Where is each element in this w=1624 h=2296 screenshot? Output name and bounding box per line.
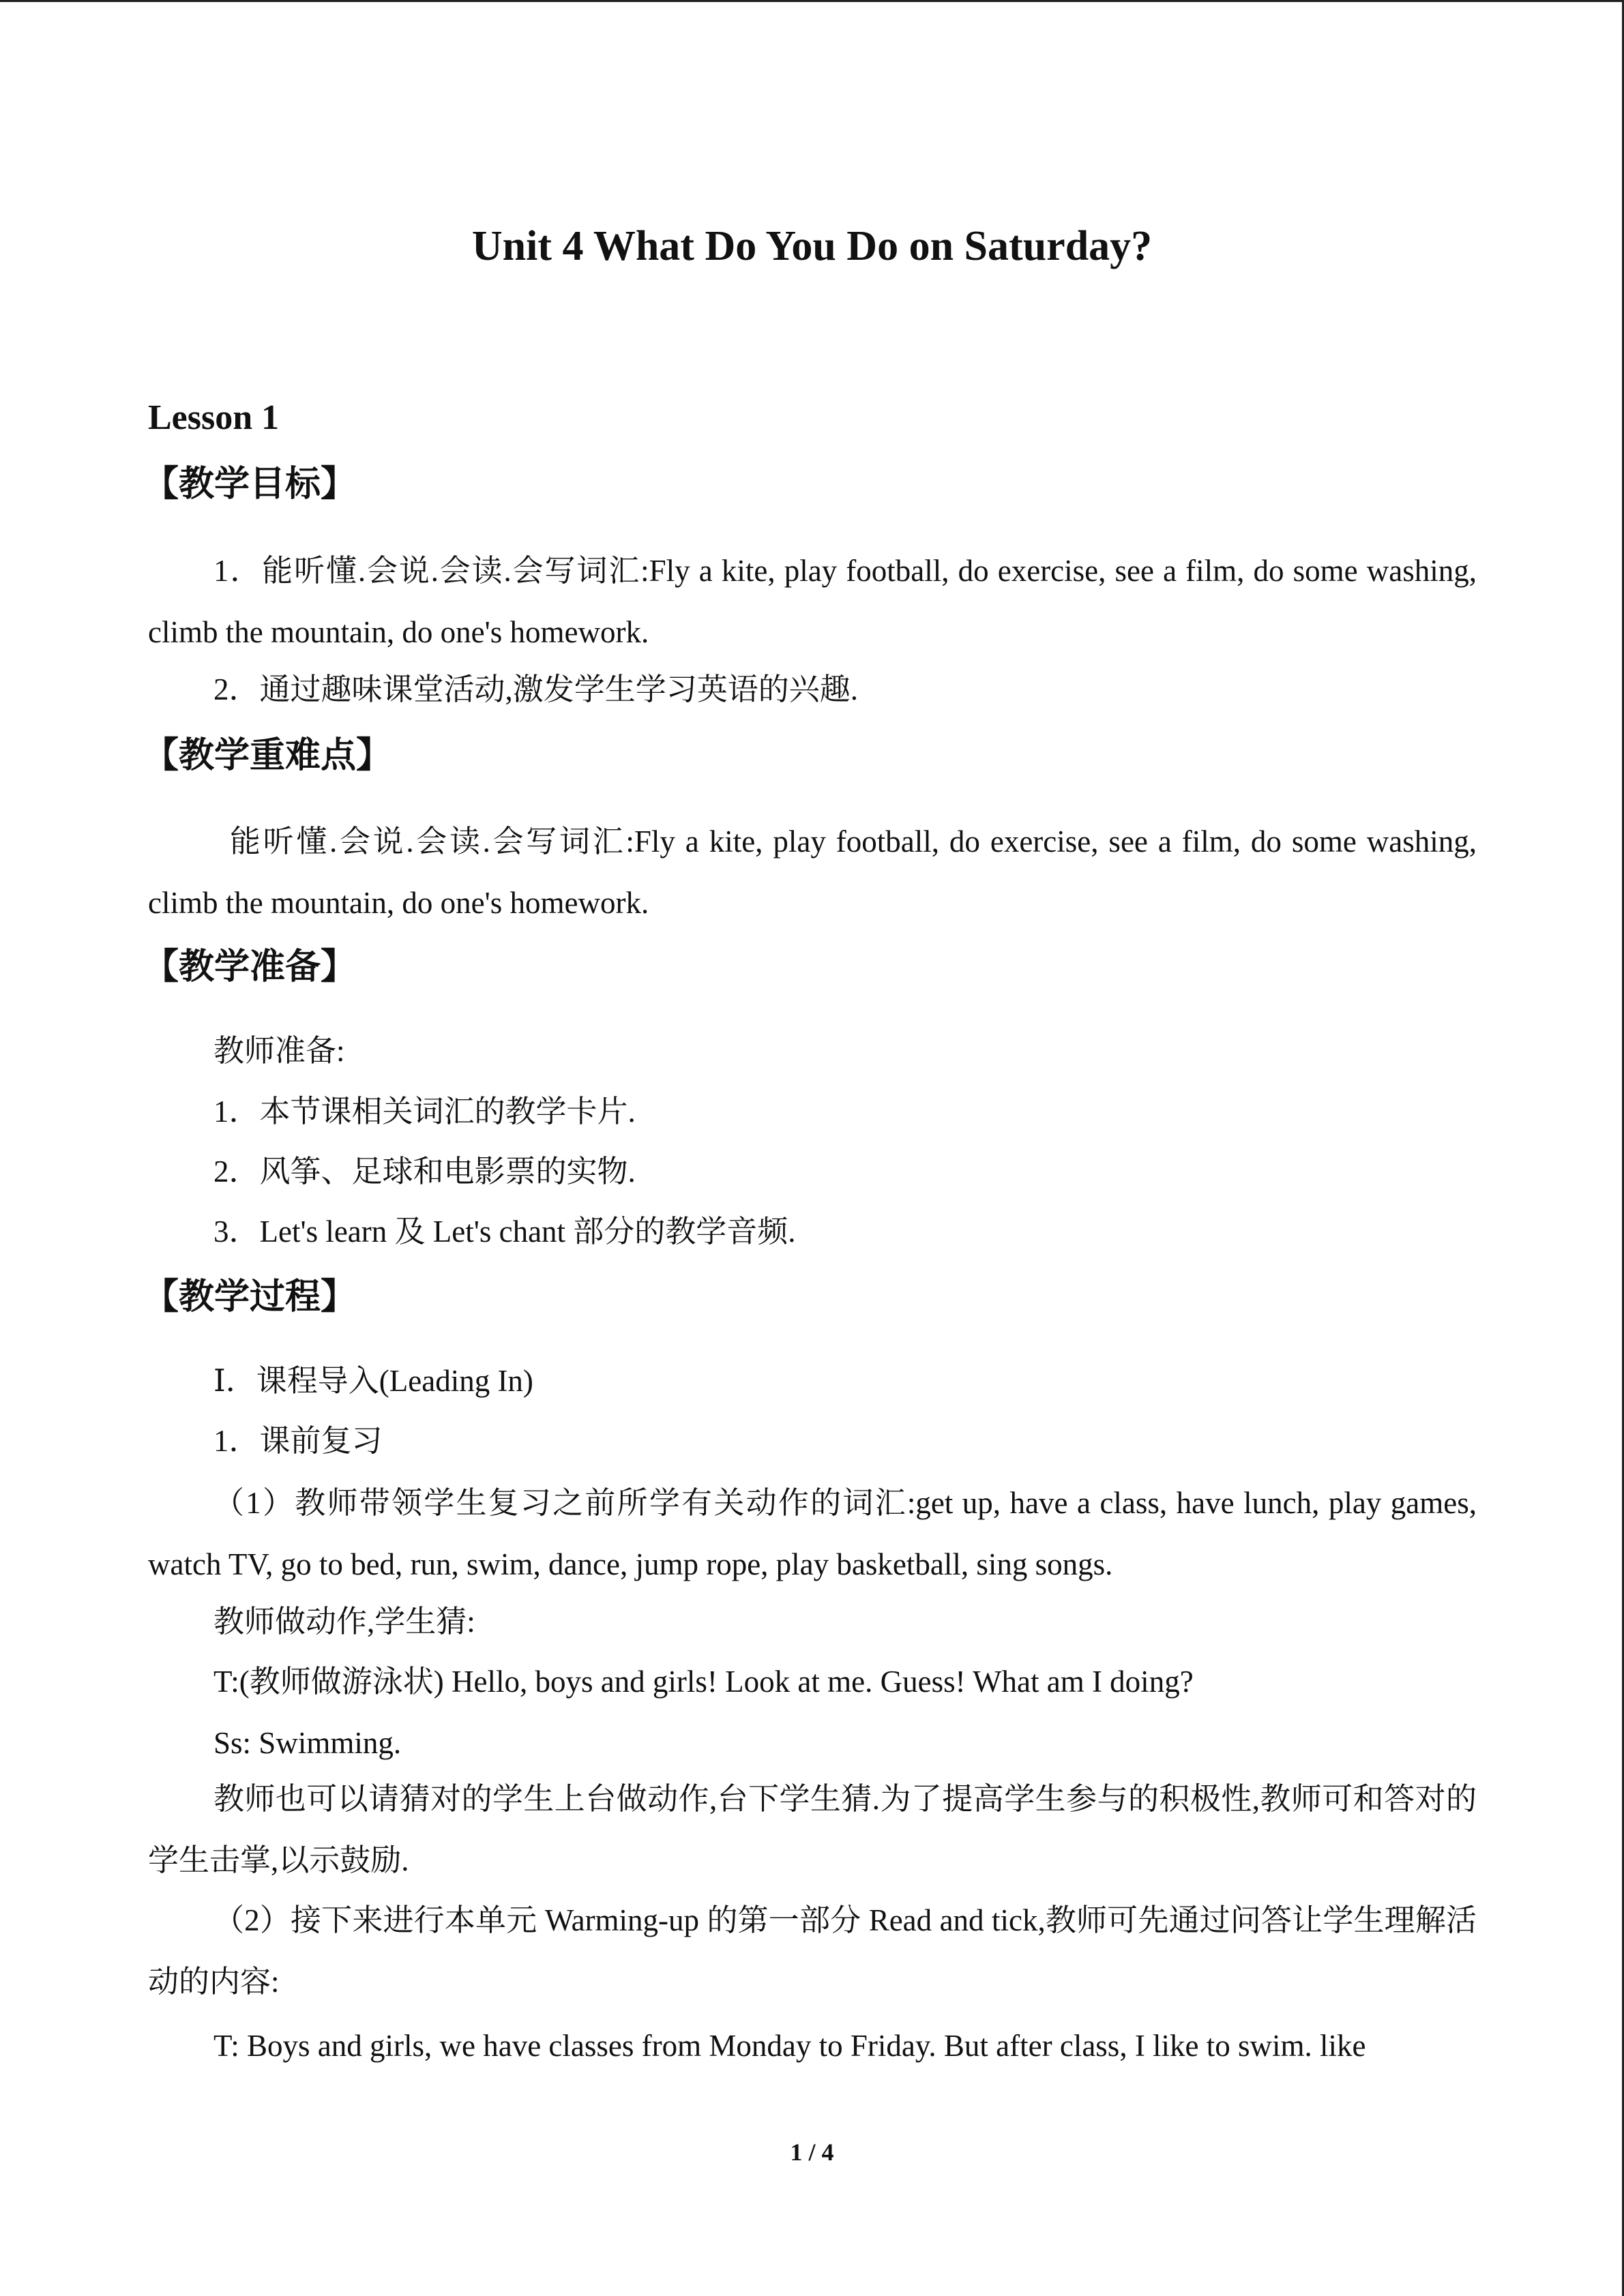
objective-item-1: 1．能听懂.会说.会读.会写词汇:Fly a kite, play football, do exercise, see a film, do some washing, climb the mountain, do one's homework. (148, 554, 1477, 649)
objective-item-2: 2．通过趣味课堂活动,激发学生学习英语的兴趣. (213, 672, 859, 706)
page-number: 1 / 4 (790, 2138, 834, 2166)
process-paragraph-6: （2）接下来进行本单元 Warming-up 的第一部分 Read and tick,教师可先通过问答让学生理解活动的内容: (148, 1903, 1477, 1999)
preparation-item-1: 1．本节课相关词汇的教学卡片. (213, 1094, 636, 1129)
document-title: Unit 4 What Do You Do on Saturday? (471, 223, 1153, 269)
section-key-points-heading: 【教学重难点】 (143, 735, 392, 776)
preparation-item-2: 2．风筝、足球和电影票的实物. (213, 1154, 636, 1189)
process-step-1: Ⅰ．课程导入(Leading In) (213, 1364, 533, 1398)
preparation-item-3: 3．Let's learn 及 Let's chant 部分的教学音频. (213, 1214, 796, 1249)
process-paragraph-3: T:(教师做游泳状) Hello, boys and girls! Look at me. Guess! What am I doing? (213, 1665, 1194, 1699)
process-paragraph-1: （1）教师带领学生复习之前所学有关动作的词汇:get up, have a class, have lunch, play games, watch TV, go to bed, run, swim, dance, jump rope, play basketball, sing songs. (148, 1486, 1477, 1581)
section-process-heading: 【教学过程】 (143, 1277, 357, 1317)
process-paragraph-7: T: Boys and girls, we have classes from Monday to Friday. But after class, I like to swim. like (213, 2029, 1366, 2063)
section-objectives-heading: 【教学目标】 (143, 464, 357, 505)
lesson-heading: Lesson 1 (148, 398, 280, 437)
key-points-text: 能听懂.会说.会读.会写词汇:Fly a kite, play football, do exercise, see a film, do some washing, climb the mountain, do one's homework. (148, 824, 1477, 920)
process-paragraph-5: 教师也可以请猜对的学生上台做动作,台下学生猜.为了提高学生参与的积极性,教师可和答对的学生击掌,以示鼓励. (148, 1782, 1477, 1877)
process-paragraph-4: Ss: Swimming. (213, 1726, 402, 1760)
section-preparation-heading: 【教学准备】 (143, 946, 357, 987)
preparation-teacher-label: 教师准备: (213, 1034, 345, 1068)
process-paragraph-2: 教师做动作,学生猜: (213, 1605, 475, 1639)
process-review: 1．课前复习 (213, 1424, 383, 1458)
